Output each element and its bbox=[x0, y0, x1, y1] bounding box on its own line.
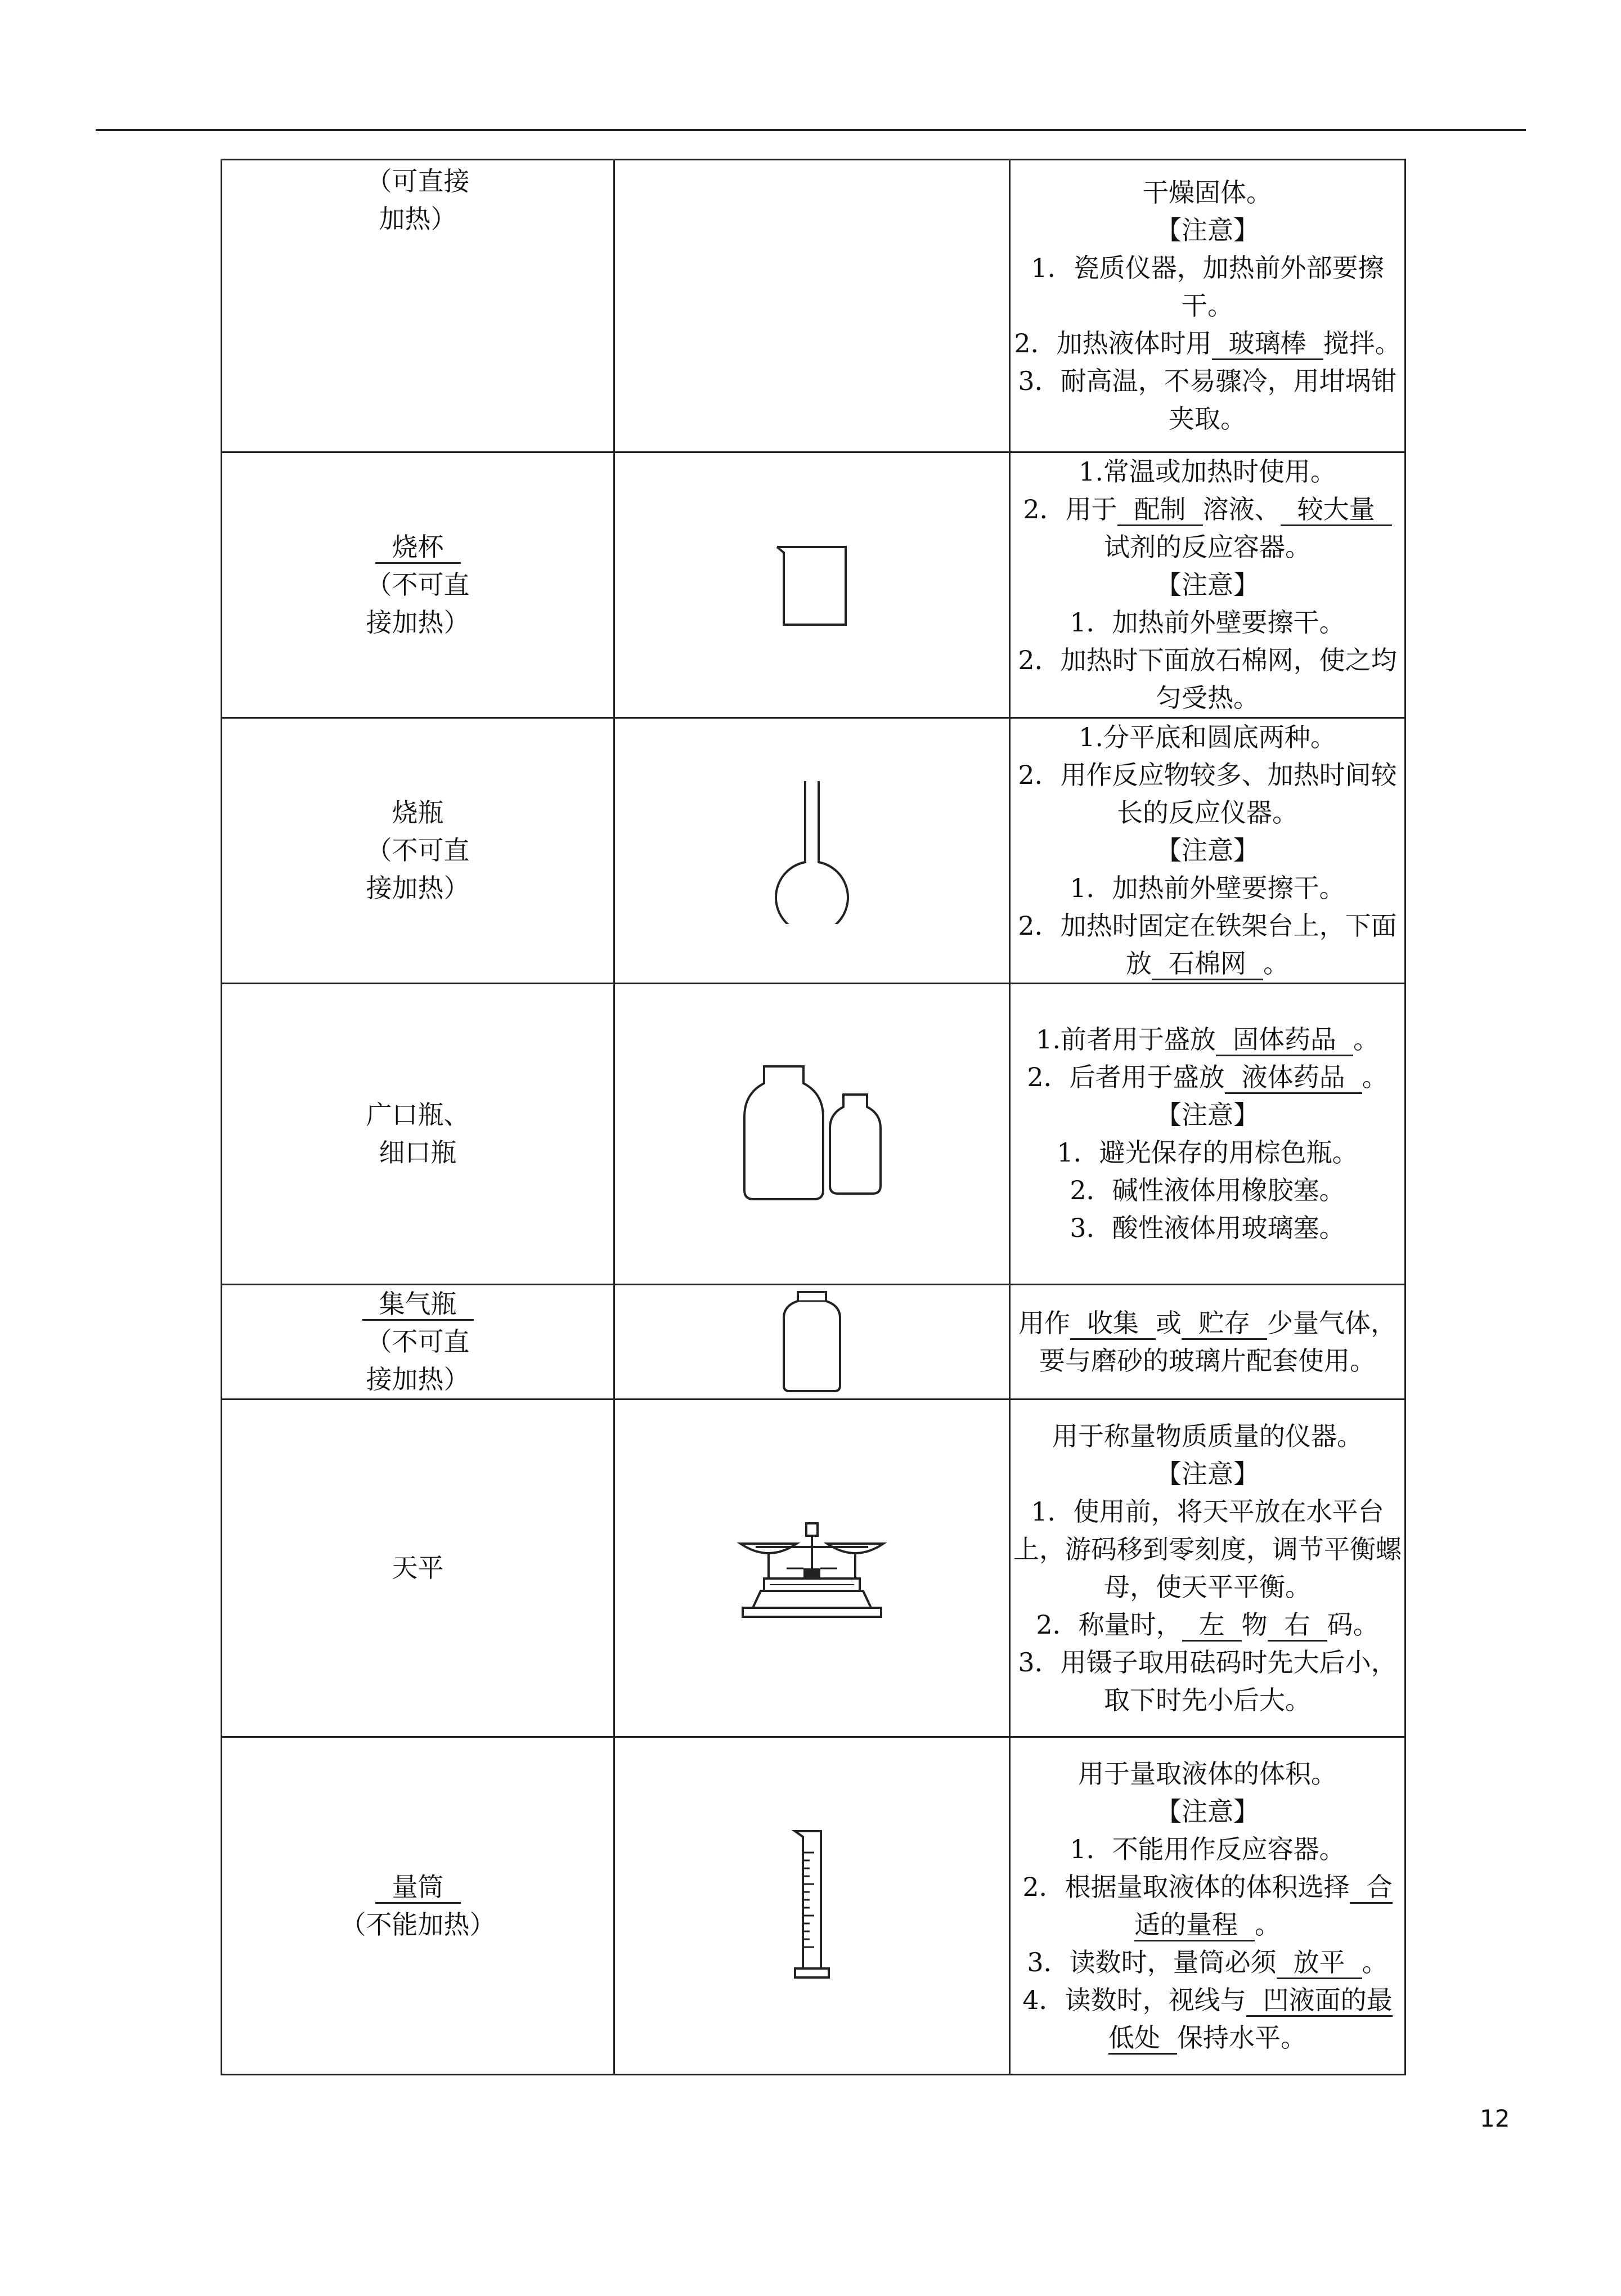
note-text: 2．根据量取液体的体积选择 bbox=[1022, 1871, 1350, 1902]
table-row bbox=[222, 718, 1406, 984]
note-text: 2．加热液体时用 bbox=[1014, 328, 1212, 358]
answer-blank bbox=[1152, 948, 1263, 980]
instrument-table bbox=[221, 159, 1406, 2075]
instrument-picture bbox=[614, 1400, 1010, 1737]
name-line: 细口瓶 bbox=[379, 1137, 457, 1168]
note-text: 。 bbox=[1255, 1909, 1281, 1940]
name-line: （可直接 bbox=[366, 166, 470, 196]
answer-text: 左 bbox=[1198, 1609, 1225, 1640]
answer-blank bbox=[1281, 494, 1392, 526]
name-line: 接加热） bbox=[366, 607, 470, 638]
note-line: 【注意】 bbox=[1156, 1100, 1259, 1130]
name-line bbox=[222, 528, 613, 566]
answer-text: 右 bbox=[1284, 1609, 1310, 1640]
name-line: （不可直 bbox=[366, 835, 470, 866]
note-text: 2．加热时固定在铁架台上，下面放 bbox=[1018, 911, 1397, 979]
name-line bbox=[222, 1868, 613, 1906]
name-line: （不可直 bbox=[366, 1326, 470, 1357]
usage-notes bbox=[1010, 452, 1406, 718]
answer-text: 配制 bbox=[1134, 494, 1186, 524]
table-row bbox=[222, 1737, 1406, 2075]
note-text: 2．后者用于盛放 bbox=[1027, 1062, 1225, 1092]
usage-notes bbox=[1010, 1400, 1406, 1737]
note-text: 2．称量时， bbox=[1036, 1609, 1182, 1640]
instrument-picture bbox=[614, 1737, 1010, 2075]
answer-blank bbox=[1117, 494, 1203, 526]
balance-icon bbox=[736, 1512, 888, 1625]
answer-text: 贮存 bbox=[1198, 1307, 1250, 1338]
note-line: 【注意】 bbox=[1156, 569, 1259, 600]
usage-notes bbox=[1010, 1285, 1406, 1400]
note-line bbox=[1011, 325, 1404, 362]
note-text: 搅拌。 bbox=[1323, 328, 1401, 358]
note-line: 1．使用前，将天平放在水平台上，游码移到零刻度，调节平衡螺母，使天平平衡。 bbox=[1013, 1496, 1402, 1602]
answer-blank bbox=[1182, 1308, 1267, 1340]
name-line: 接加热） bbox=[366, 1364, 470, 1394]
note-line bbox=[1011, 1868, 1404, 1944]
answer-blank bbox=[1070, 1308, 1156, 1340]
note-text: 用作 bbox=[1018, 1307, 1070, 1338]
note-line: 1.分平底和圆底两种。 bbox=[1079, 722, 1336, 752]
note-line: 1．加热前外壁要擦干。 bbox=[1070, 607, 1345, 638]
table-row bbox=[222, 160, 1406, 452]
usage-notes bbox=[1010, 718, 1406, 984]
note-line bbox=[1011, 1606, 1404, 1644]
table-row bbox=[222, 984, 1406, 1285]
note-line: 【注意】 bbox=[1156, 1796, 1259, 1827]
note-text: 3．读数时，量筒必须 bbox=[1027, 1947, 1277, 1977]
answer-text: 较大量 bbox=[1297, 494, 1375, 524]
note-line bbox=[1011, 1021, 1404, 1059]
usage-notes bbox=[1010, 1737, 1406, 2075]
note-line bbox=[1011, 1981, 1404, 2057]
note-text: 码。 bbox=[1327, 1609, 1379, 1640]
instrument-name bbox=[222, 718, 614, 984]
name-line bbox=[222, 1285, 613, 1323]
name-line: 广口瓶、 bbox=[366, 1100, 470, 1130]
note-text: 4．读数时，视线与 bbox=[1022, 1984, 1246, 2015]
note-line: 用于量取液体的体积。 bbox=[1078, 1758, 1337, 1789]
answer-blank bbox=[1216, 1024, 1353, 1056]
instrument-name bbox=[222, 1285, 614, 1400]
note-text: 。 bbox=[1362, 1947, 1388, 1977]
instrument-picture bbox=[614, 160, 1010, 452]
note-line: 【注意】 bbox=[1156, 835, 1259, 866]
page-number: 12 bbox=[1480, 2105, 1510, 2132]
note-line: 【注意】 bbox=[1156, 1458, 1259, 1489]
flask-icon bbox=[767, 778, 857, 924]
note-text: 保持水平。 bbox=[1177, 2022, 1306, 2053]
answer-blank bbox=[1277, 1947, 1362, 1979]
note-line: 1.常温或加热时使用。 bbox=[1079, 456, 1336, 487]
note-line: 【注意】 bbox=[1156, 215, 1259, 245]
header-rule bbox=[96, 129, 1526, 131]
name-line: 天平 bbox=[392, 1553, 444, 1583]
answer-blank bbox=[1182, 1609, 1242, 1642]
table-row bbox=[222, 1400, 1406, 1737]
answer-blank bbox=[1225, 1062, 1362, 1094]
note-line: 3．酸性液体用玻璃塞。 bbox=[1070, 1213, 1345, 1243]
note-line: 2．碱性液体用橡胶塞。 bbox=[1070, 1175, 1345, 1205]
instrument-name bbox=[222, 452, 614, 718]
answer-text: 石棉网 bbox=[1169, 948, 1246, 979]
note-line: 3．用镊子取用砝码时先大后小，取下时先小后大。 bbox=[1018, 1647, 1397, 1715]
note-line: 干燥固体。 bbox=[1143, 177, 1272, 208]
name-line: （不能加热） bbox=[340, 1909, 496, 1940]
name-line: 加热） bbox=[379, 204, 457, 234]
table-row bbox=[222, 452, 1406, 718]
answer-blank bbox=[1268, 1609, 1327, 1642]
note-line bbox=[1011, 1304, 1404, 1380]
note-line: 2．加热时下面放石棉网，使之均匀受热。 bbox=[1018, 645, 1397, 713]
note-line bbox=[1011, 491, 1404, 566]
note-text: 试剂的反应容器。 bbox=[1104, 532, 1311, 562]
note-text: 2．用于 bbox=[1023, 494, 1117, 524]
note-text: 。 bbox=[1353, 1024, 1379, 1055]
note-text: 。 bbox=[1362, 1062, 1388, 1092]
note-line: 1．不能用作反应容器。 bbox=[1070, 1833, 1345, 1864]
answer-blank bbox=[375, 532, 461, 564]
answer-text: 收集 bbox=[1087, 1307, 1139, 1338]
answer-text: 合适的量程 bbox=[1134, 1871, 1393, 1940]
instrument-picture bbox=[614, 452, 1010, 718]
note-line: 2．用作反应物较多、加热时间较长的反应仪器。 bbox=[1018, 760, 1397, 828]
note-line: 1．避光保存的用棕色瓶。 bbox=[1057, 1137, 1358, 1168]
note-line: 1．瓷质仪器，加热前外部要擦干。 bbox=[1031, 253, 1384, 321]
answer-text: 量筒 bbox=[392, 1871, 444, 1902]
name-line: （不可直 bbox=[366, 569, 470, 600]
bottles-icon bbox=[733, 1061, 891, 1207]
answer-blank bbox=[1212, 328, 1323, 360]
instrument-picture bbox=[614, 1285, 1010, 1400]
note-line: 3．耐高温，不易骤冷，用坩埚钳夹取。 bbox=[1018, 366, 1397, 434]
name-line: 接加热） bbox=[366, 873, 470, 903]
table-row bbox=[222, 1285, 1406, 1400]
instrument-name bbox=[222, 1737, 614, 2075]
beaker-icon bbox=[761, 535, 863, 636]
usage-notes bbox=[1010, 160, 1406, 452]
answer-text: 放平 bbox=[1293, 1947, 1345, 1977]
note-text: 或 bbox=[1156, 1307, 1182, 1338]
instrument-name bbox=[222, 984, 614, 1285]
answer-text: 凹液面的最低处 bbox=[1108, 1984, 1393, 2053]
graduated-cylinder-icon bbox=[778, 1824, 846, 1988]
name-line: 烧瓶 bbox=[392, 797, 444, 828]
note-line bbox=[1011, 907, 1404, 983]
instrument-name bbox=[222, 160, 614, 452]
note-line: 用于称量物质质量的仪器。 bbox=[1052, 1420, 1363, 1451]
note-text: 物 bbox=[1241, 1609, 1268, 1640]
answer-text: 玻璃棒 bbox=[1228, 328, 1306, 358]
answer-text: 烧杯 bbox=[392, 532, 444, 562]
usage-notes bbox=[1010, 984, 1406, 1285]
note-line: 1．加热前外壁要擦干。 bbox=[1070, 873, 1345, 903]
instrument-picture bbox=[614, 718, 1010, 984]
note-text: 少量气体，要与磨砂的玻璃片配套使用。 bbox=[1039, 1307, 1397, 1376]
instrument-name bbox=[222, 1400, 614, 1737]
note-text: 。 bbox=[1263, 948, 1289, 979]
note-text: 1.前者用于盛放 bbox=[1036, 1024, 1216, 1055]
instrument-picture bbox=[614, 984, 1010, 1285]
answer-text: 液体药品 bbox=[1241, 1062, 1345, 1092]
gas-jar-icon bbox=[773, 1289, 851, 1396]
answer-blank bbox=[362, 1289, 474, 1321]
note-text: 溶液、 bbox=[1202, 494, 1281, 524]
note-line bbox=[1011, 1059, 1404, 1096]
answer-blank bbox=[375, 1872, 461, 1904]
answer-text: 固体药品 bbox=[1232, 1024, 1336, 1055]
answer-text: 集气瓶 bbox=[379, 1289, 457, 1319]
note-line bbox=[1011, 1944, 1404, 1981]
